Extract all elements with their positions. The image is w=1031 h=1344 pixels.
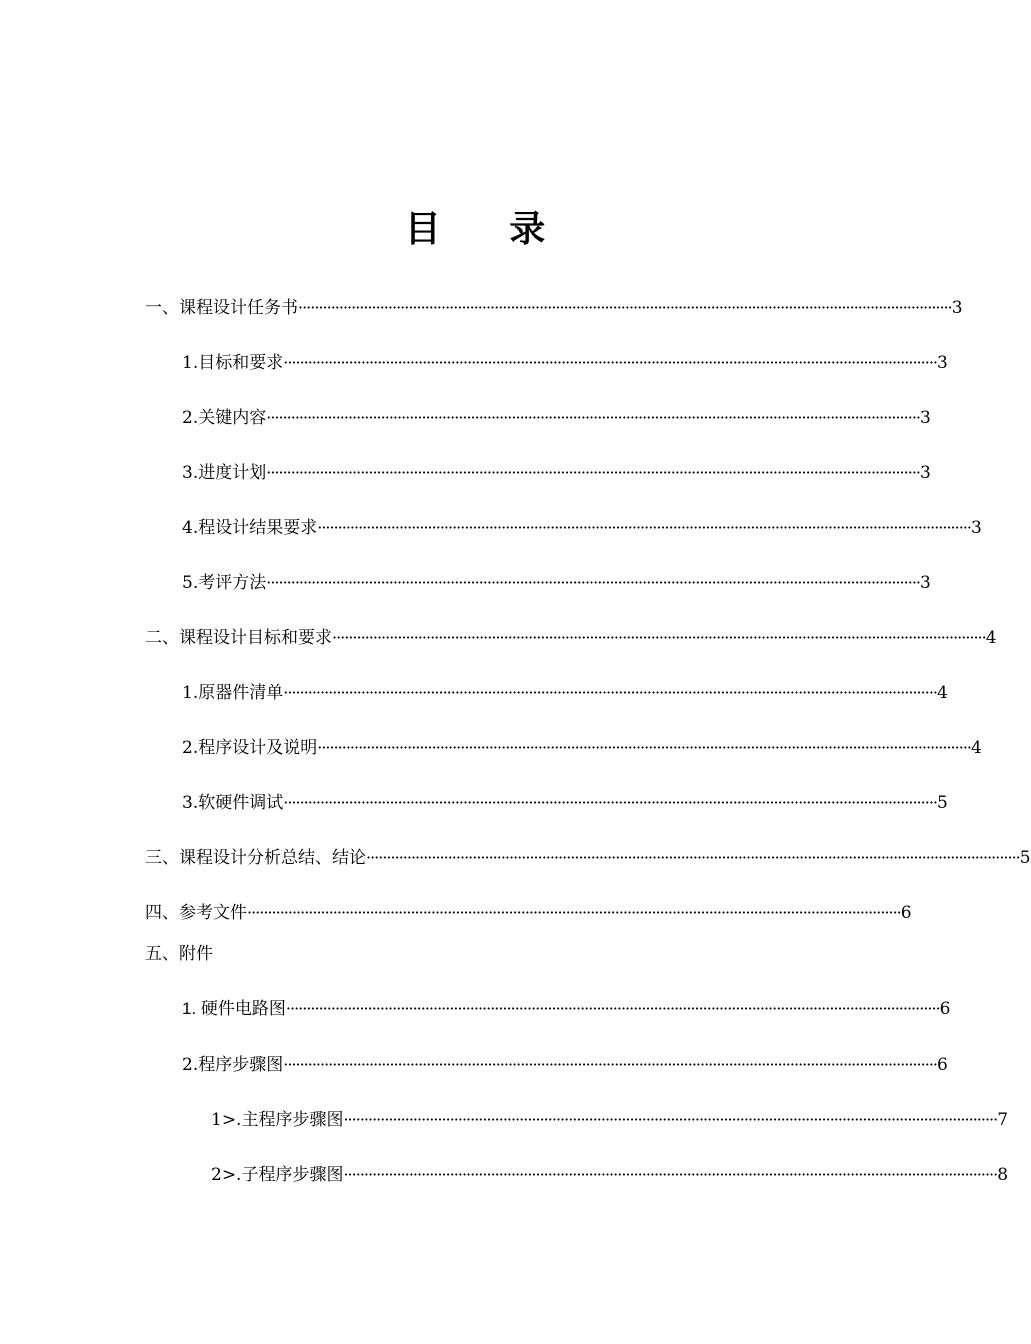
page-title: 目 录 xyxy=(404,209,574,250)
toc-entry-label: 三、课程设计分析总结、结论 xyxy=(145,848,366,868)
toc-page-number: 5 xyxy=(936,793,948,813)
dot-leader: ································································································································································ xyxy=(317,738,971,757)
toc-entry-label: 1. 硬件电路图 xyxy=(182,999,286,1018)
dot-leader: ································································································································································ xyxy=(298,298,952,317)
toc-entry[interactable] xyxy=(145,297,963,319)
toc-entry-label: 2.程序设计及说明 xyxy=(182,738,318,758)
dot-leader: ································································································································································ xyxy=(283,1055,937,1074)
toc-entry[interactable] xyxy=(182,352,948,374)
toc-entry[interactable] xyxy=(211,1109,1009,1131)
toc-page-number: 3 xyxy=(919,408,931,428)
dot-leader: ································································································································································ xyxy=(317,518,971,537)
toc-page-number: 4 xyxy=(936,683,948,703)
toc-entry[interactable] xyxy=(145,943,345,965)
toc-page-number: 3 xyxy=(919,573,931,593)
dot-leader: ································································································································································ xyxy=(366,848,1020,867)
dot-leader: ································································································································································ xyxy=(247,903,901,922)
toc-entry[interactable] xyxy=(182,737,982,759)
toc-entry[interactable] xyxy=(182,1054,948,1076)
toc-entry[interactable] xyxy=(182,682,948,704)
toc-entry[interactable] xyxy=(145,627,997,649)
toc-entry[interactable] xyxy=(182,572,931,594)
toc-page-number: 6 xyxy=(936,1055,948,1075)
dot-leader: ································································································································································ xyxy=(343,1110,998,1129)
dot-leader: ································································································································································ xyxy=(266,408,920,427)
dot-leader: ································································································································································ xyxy=(283,353,937,372)
toc-entry[interactable] xyxy=(145,902,912,924)
toc-page-number: 6 xyxy=(900,903,912,923)
toc-entry[interactable] xyxy=(211,1164,1009,1186)
toc-entry-label: 2.程序步骤图 xyxy=(182,1055,284,1075)
toc-entry-label: 一、课程设计任务书 xyxy=(145,298,298,318)
toc-entry-label: 五、附件 xyxy=(145,944,213,964)
toc-entry-label: 二、课程设计目标和要求 xyxy=(145,628,332,648)
toc-entry-label: 1.原器件清单 xyxy=(182,683,284,703)
toc-entry-label: 四、参考文件 xyxy=(145,903,247,923)
toc-entry-label: 2.关键内容 xyxy=(182,408,267,428)
toc-entry-label: 3.软硬件调试 xyxy=(182,793,284,813)
toc-entry[interactable] xyxy=(145,847,1031,869)
toc-entry[interactable] xyxy=(182,792,948,814)
toc-page-number: 4 xyxy=(985,628,997,648)
toc-page-number: 7 xyxy=(997,1110,1009,1130)
dot-leader: ································································································································································ xyxy=(283,683,937,702)
toc-entry-label: 1>.主程序步骤图 xyxy=(211,1110,344,1130)
toc-entry[interactable] xyxy=(182,407,931,429)
toc-entry-label: 2>.子程序步骤图 xyxy=(211,1165,344,1185)
toc-entry-label: 4.程设计结果要求 xyxy=(182,518,318,538)
dot-leader: ································································································································································ xyxy=(285,999,940,1018)
dot-leader: ································································································································································ xyxy=(266,573,920,592)
dot-leader: ································································································································································ xyxy=(283,793,937,812)
toc-page-number: 6 xyxy=(939,999,951,1019)
toc-entry[interactable] xyxy=(182,462,931,484)
toc-page-number: 3 xyxy=(919,463,931,483)
toc-page-number: 3 xyxy=(951,298,963,318)
toc-entry[interactable] xyxy=(182,998,951,1020)
toc-entry[interactable] xyxy=(182,517,982,539)
toc-entry-label: 1.目标和要求 xyxy=(182,353,284,373)
dot-leader: ································································································································································ xyxy=(266,463,920,482)
toc-page-number: 5 xyxy=(1019,848,1031,868)
toc-page-number: 8 xyxy=(997,1165,1009,1185)
toc-page-number: 4 xyxy=(970,738,982,758)
dot-leader: ································································································································································ xyxy=(343,1165,998,1184)
dot-leader: ································································································································································ xyxy=(332,628,986,647)
toc-entry-label: 5.考评方法 xyxy=(182,573,267,593)
toc-page-number: 3 xyxy=(936,353,948,373)
toc-page-number: 3 xyxy=(970,518,982,538)
toc-entry-label: 3.进度计划 xyxy=(182,463,267,483)
